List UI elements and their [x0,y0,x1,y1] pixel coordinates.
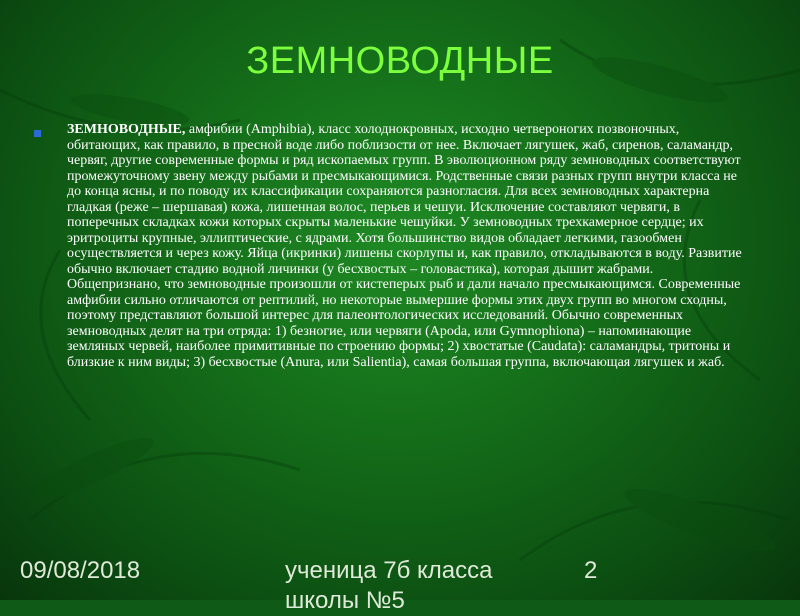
slide-title: ЗЕМНОВОДНЫЕ [246,40,554,82]
footer-page-number: 2 [584,557,598,584]
footer-date: 09/08/2018 [20,557,141,584]
bullet-icon [34,130,41,137]
footer-author: ученица 7б класса школы №5 [285,557,493,614]
paragraph-lead: ЗЕМНОВОДНЫЕ, [67,122,186,137]
paragraph-body: амфибии (Amphibia), класс холоднокровных, исходно четвероногих позвоночных, обитающих, как правило, в пресной воде либо поблизости от нее. Включает лягушек, жаб, сиренов, саламандр, червяг, другие современные формы и ряд ископаемых групп. В эволюционном ряду земноводных соответствуют промежуточному звену между рыбами и пресмыкающимися. Родственные связи разных групп внутри класса не до конца ясны, и по поводу их классификации сохраняются разногласия. Для всех земноводных характерна гладкая (реже – шершавая) кожа, лишенная волос, перьев и чешуи. Исключение составляют червяги, в поперечных складках кожи которых скрыты маленькие чешуйки. У земноводных трехкамерное сердце; их эритроциты крупные, эллиптические, с ядрами. Хотя большинство видов обладает легкими, газообмен осуществляется и через кожу. Яйца (икринки) лишены скорлупы и, как правило, откладываются в воду. Развитие обычно включает стадию водной личинки (у бесхвостых – головастика), которая дышит жабрами. Общепризнано, что земноводные произошли от кистеперых рыб и дали начало пресмыкающимся. Современные амфибии сильно отличаются от рептилий, но некоторые вымершие формы этих двух групп во многом сходны, поэтому представляют большой интерес для палеонтологических исследований. Обычно современных земноводных делят на три отряда: 1) безногие, или червяги (Apoda, или Gymnophiona) – напоминающие земляных червей, наиболее примитивные по строению формы; 2) хвостатые (Caudata): саламандры, тритоны и близкие к ним виды; 3) бесхвостые (Anura, или Salientia), самая большая группа, включающая лягушек и жаб. [67,122,742,370]
body-paragraph [67,122,746,370]
slide-content [34,122,746,370]
